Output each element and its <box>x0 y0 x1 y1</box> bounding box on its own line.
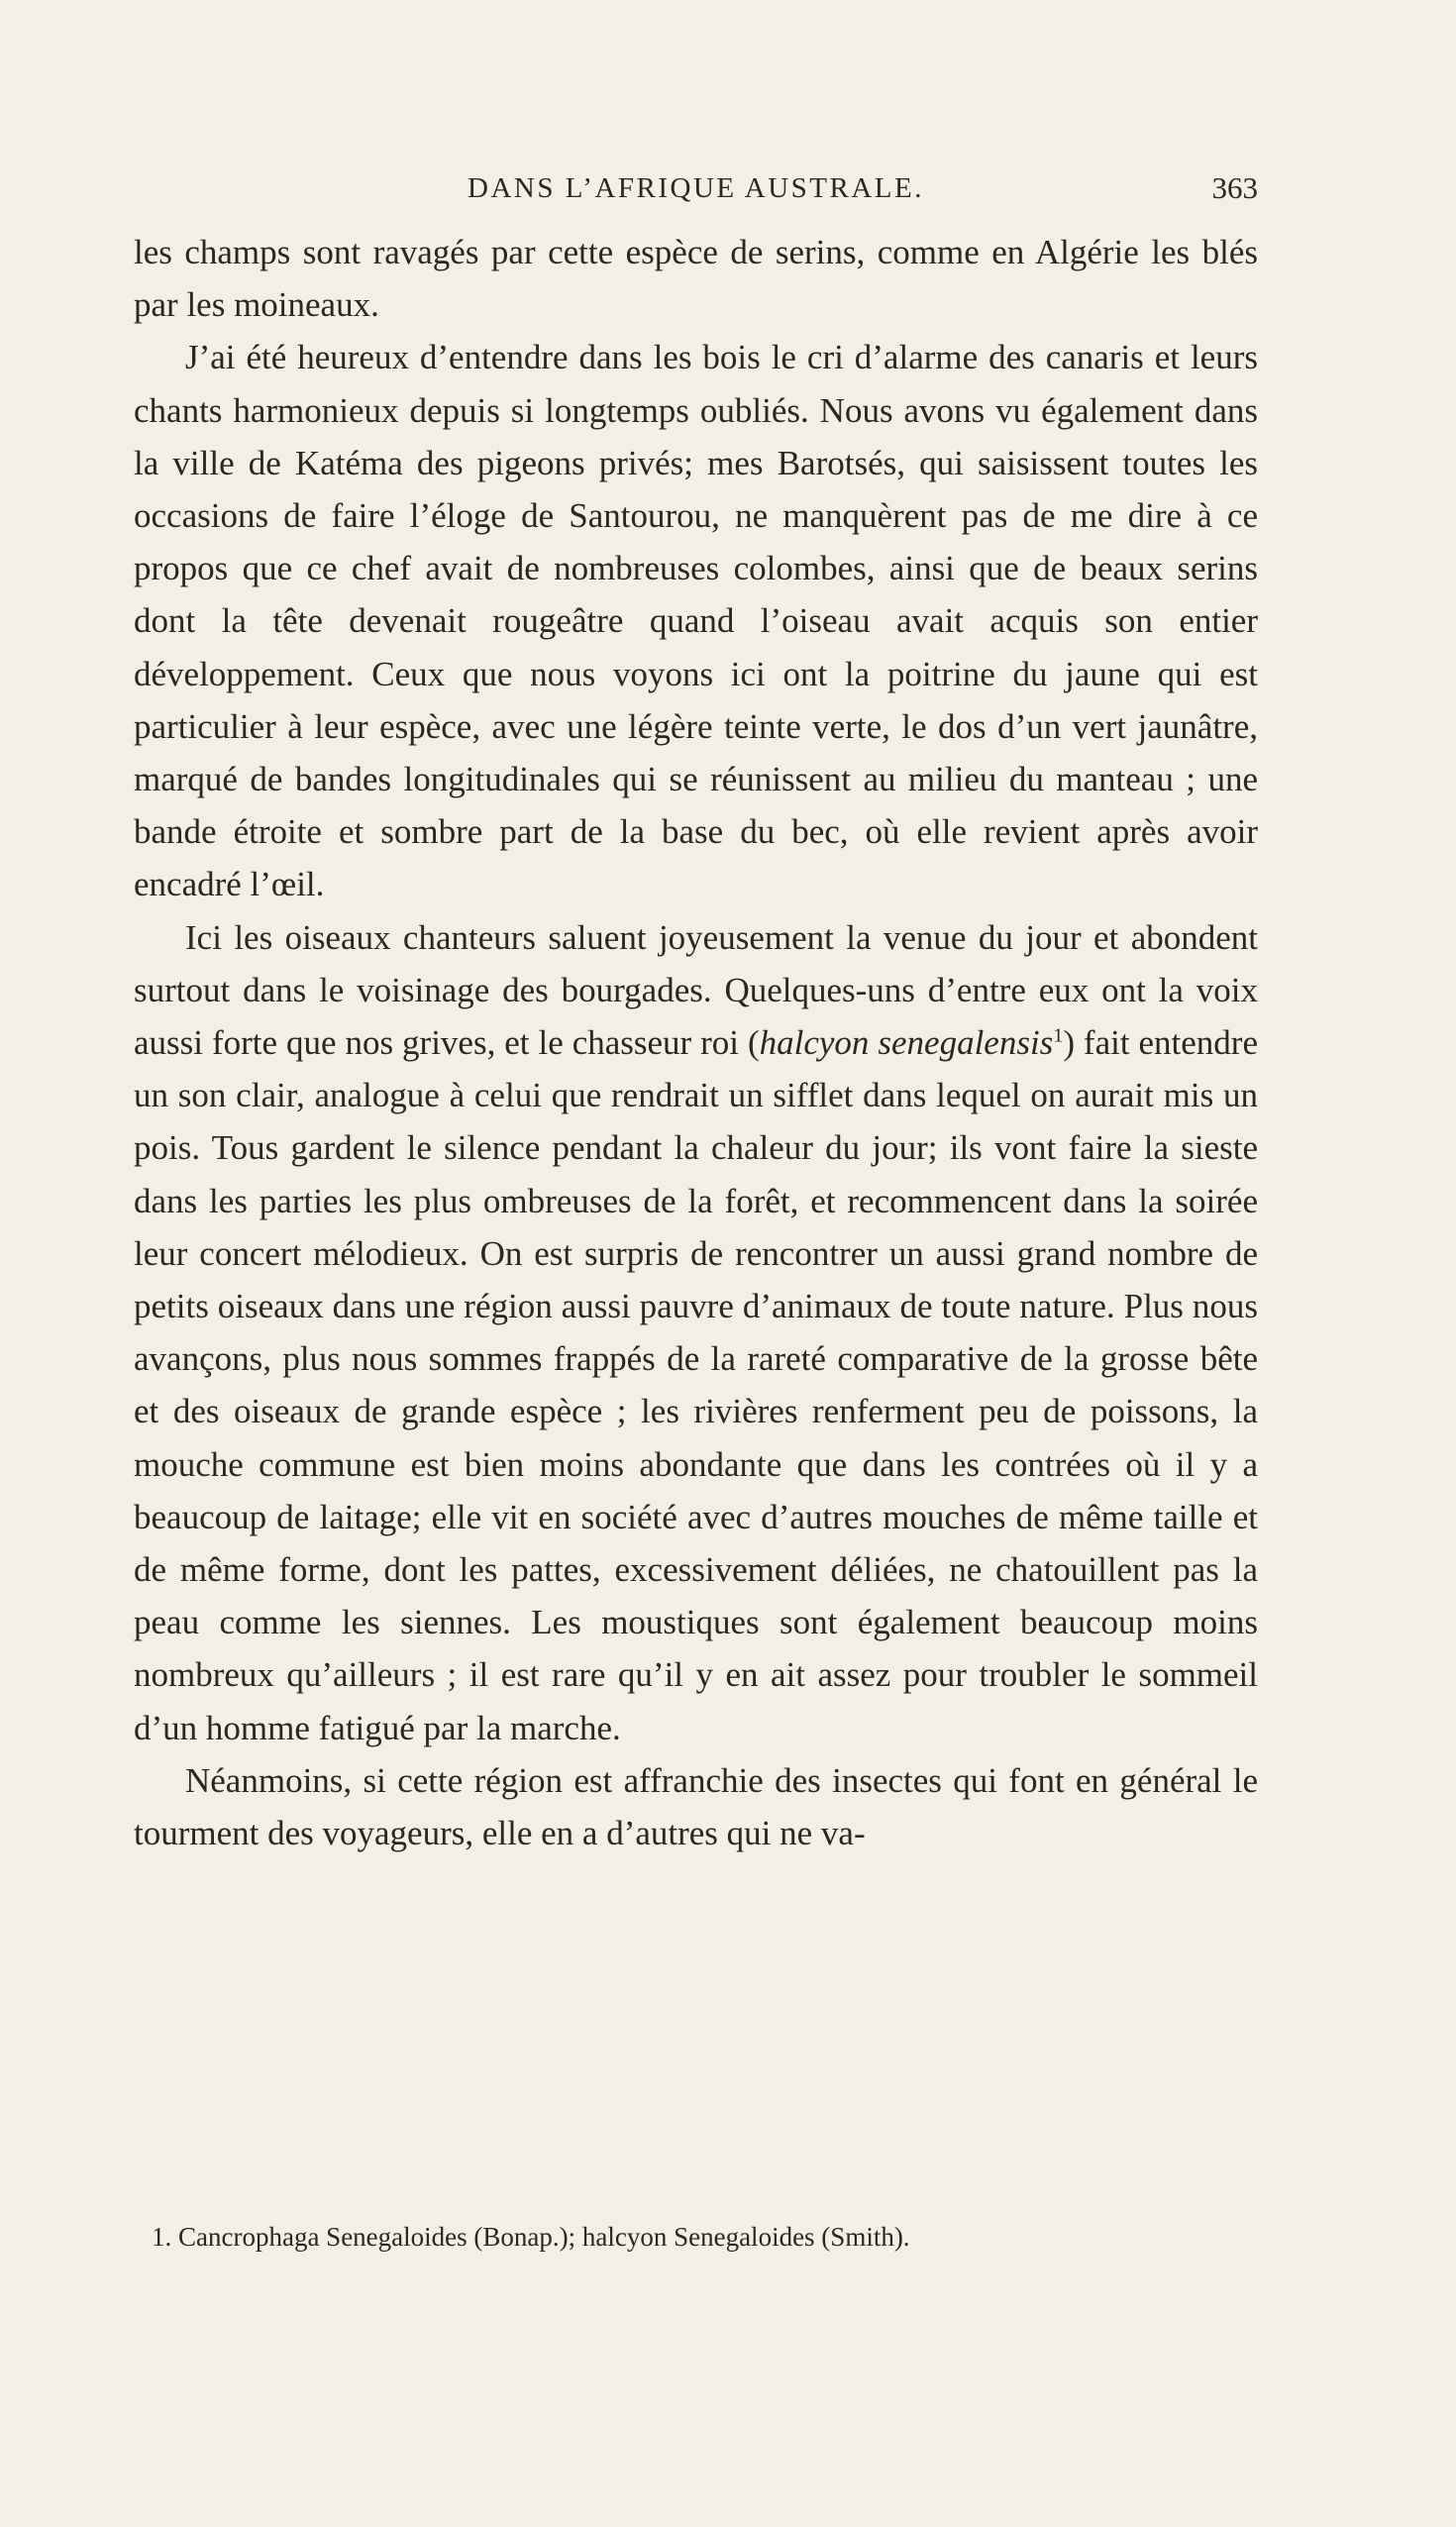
paragraph-2: J’ai été heureux d’entendre dans les bois le cri d’alarme des canaris et leurs chants harmonieux depuis si longtemps oubliés. Nous avons vu également dans la ville de Katéma des pigeons privés; mes Barotsés, qui saisissent toutes les occasions de faire l’éloge de Santourou, ne manquèrent pas de me dire à ce propos que ce chef avait de nombreuses colombes, ainsi que de beaux serins dont la tête devenait rougeâtre quand l’oiseau avait acquis son entier développement. Ceux que nous voyons ici ont la poitrine du jaune qui est particulier à leur espèce, avec une légère teinte verte, le dos d’un vert jaunâtre, marqué de bandes longitudinales qui se réunissent au milieu du manteau ; une bande étroite et sombre part de la base du bec, où elle revient après avoir encadré l’œil. <box>134 338 1258 904</box>
page-number: 363 <box>1211 170 1258 205</box>
species-name-italic: halcyon senegalensis <box>759 1023 1054 1063</box>
footnote-marker[interactable]: 1 <box>1053 1024 1064 1047</box>
body-text <box>134 226 1258 1859</box>
paragraph-1: les champs sont ravagés par cette espèce de serins, comme en Algérie les blés par les moineaux. <box>134 233 1258 325</box>
paragraph-3 <box>134 911 1258 1754</box>
footnote: 1. Cancrophaga Senegaloides (Bonap.); halcyon Senegaloides (Smith). <box>152 2222 910 2252</box>
running-title: DANS L’AFRIQUE AUSTRALE. <box>468 172 924 204</box>
paragraph-3-text-before: Ici les oiseaux chanteurs saluent joyeusement la venue du jour et abondent surtout dans le voisinage des bourgades. Quelques-uns d’entre eux ont la voix aussi forte que nos grives, et le chasseur roi ( <box>134 917 1258 1063</box>
paragraph-4: Néanmoins, si cette région est affranchie des insectes qui font en général le tourment des voyageurs, elle en a d’autres qui ne va- <box>134 1760 1258 1853</box>
paragraph-3-text-after: ) fait entendre un son clair, analogue à celui que rendrait un sifflet dans lequel on aurait mis un pois. Tous gardent le silence pendant la chaleur du jour; ils vont faire la sieste dans les parties les plus ombreuses de la forêt, et recommencent dans la soirée leur concert mélodieux. On est surpris de rencontrer un aussi grand nombre de petits oiseaux dans une région aussi pauvre d’animaux de toute nature. Plus nous avançons, plus nous sommes frappés de la rareté comparative de la grosse bête et des oiseaux de grande espèce ; les rivières renferment peu de poissons, la mouche commune est bien moins abondante que dans les contrées où il y a beaucoup de laitage; elle vit en société avec d’autres mouches de même taille et de même forme, dont les pattes, excessivement déliées, ne chatouillent pas la peau comme les siennes. Les moustiques sont également beaucoup moins nombreux qu’ailleurs ; il est rare qu’il y en ait assez pour troubler le sommeil d’un homme fatigué par la marche. <box>134 1023 1258 1747</box>
page-header <box>134 166 1258 210</box>
